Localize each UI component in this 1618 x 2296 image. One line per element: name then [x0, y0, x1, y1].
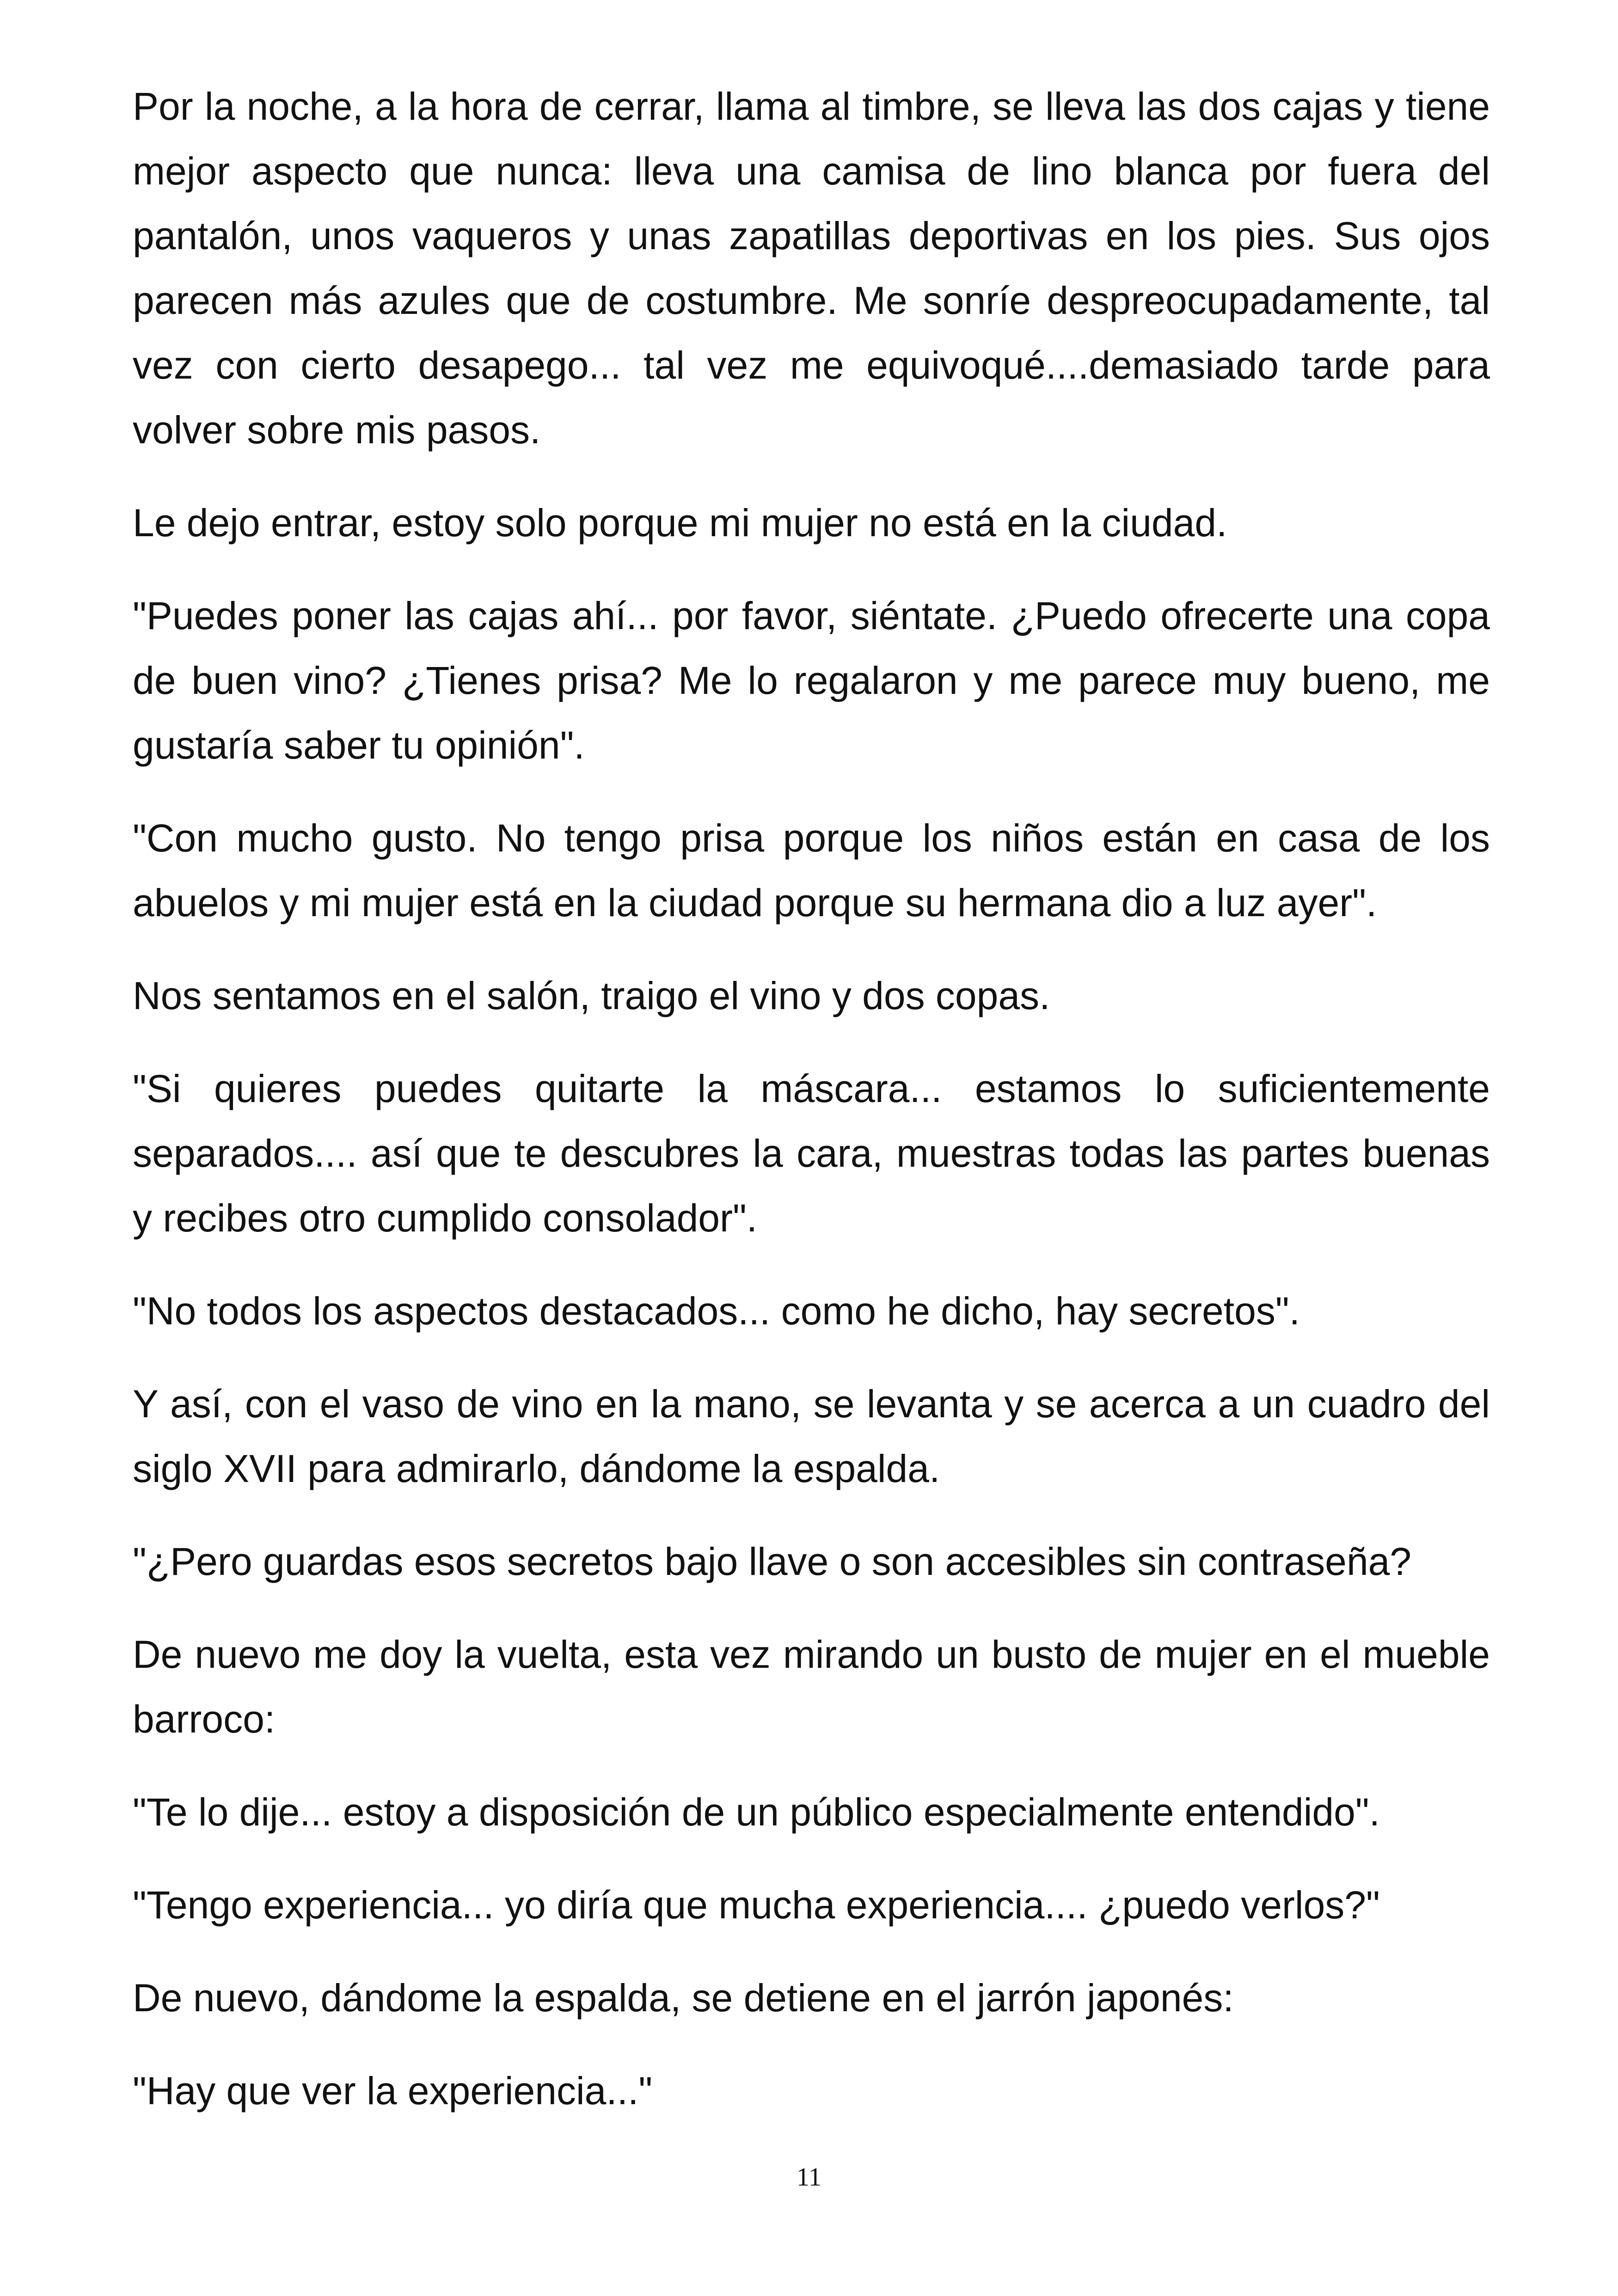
paragraph-3: "Puedes poner las cajas ahí... por favor, siéntate. ¿Puedo ofrecerte una copa de buen vino? ¿Tienes prisa? Me lo regalaron y me parece muy bueno, me gustaría saber tu opinión". — [133, 594, 1490, 767]
paragraph-13: De nuevo, dándome la espalda, se detiene en el jarrón japonés: — [133, 1976, 1234, 2020]
paragraph-10: De nuevo me doy la vuelta, esta vez mirando un busto de mujer en el mueble barroco: — [133, 1633, 1490, 1741]
paragraph-6: "Si quieres puedes quitarte la máscara... estamos lo suficientemente separados.... así que te descubres la cara, muestras todas las partes buenas y recibes otro cumplido consolador". — [133, 1067, 1490, 1240]
paragraph-12: "Tengo experiencia... yo diría que mucha experiencia.... ¿puedo verlos?" — [133, 1883, 1380, 1927]
paragraph-11: "Te lo dije... estoy a disposición de un público especialmente entendido". — [133, 1790, 1380, 1834]
body-text — [133, 74, 1490, 2151]
paragraph-1: Por la noche, a la hora de cerrar, llama al timbre, se lleva las dos cajas y tiene mejor aspecto que nunca: lleva una camisa de lino blanca por fuera del pantalón, unos vaqueros y unas zapatillas deportivas en los pies. Sus ojos parecen más azules que de costumbre. Me sonríe despreocupadamente, tal vez con cierto desapego... tal vez me equivoqué....demasiado tarde para volver sobre mis pasos. — [133, 85, 1490, 452]
paragraph-9: "¿Pero guardas esos secretos bajo llave o son accesibles sin contraseña? — [133, 1540, 1412, 1583]
paragraph-4: "Con mucho gusto. No tengo prisa porque los niños están en casa de los abuelos y mi mujer está en la ciudad porque su hermana dio a luz ayer". — [133, 816, 1490, 925]
page-number: 11 — [797, 2163, 821, 2192]
paragraph-7: "No todos los aspectos destacados... como he dicho, hay secretos". — [133, 1289, 1300, 1333]
paragraph-8: Y así, con el vaso de vino en la mano, se levanta y se acerca a un cuadro del siglo XVII para admirarlo, dándome la espalda. — [133, 1382, 1490, 1490]
paragraph-14: "Hay que ver la experiencia..." — [133, 2069, 653, 2112]
paragraph-2: Le dejo entrar, estoy solo porque mi mujer no está en la ciudad. — [133, 501, 1227, 545]
paragraph-5: Nos sentamos en el salón, traigo el vino y dos copas. — [133, 974, 1050, 1017]
